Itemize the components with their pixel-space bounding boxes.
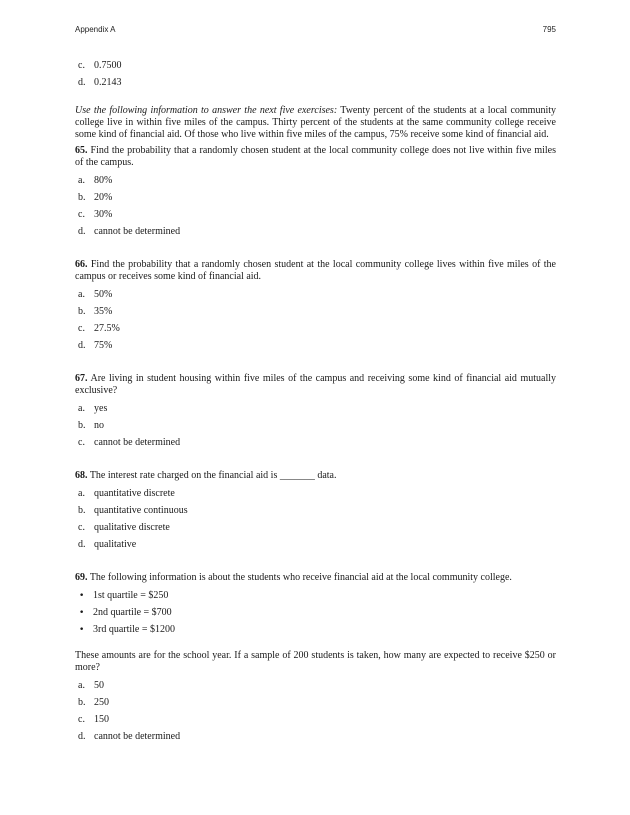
exercise-intro — [75, 105, 556, 141]
option: d. cannot be determined — [78, 226, 181, 237]
bullet-icon: • — [79, 625, 85, 635]
bullet-icon: • — [79, 608, 85, 618]
option: d. 75% — [78, 340, 113, 351]
question-text: 66. Find the probability that a randomly chosen student at the local community college lives within five miles of the campus or receives some kind of financial aid. — [75, 259, 556, 282]
question-67 — [75, 373, 556, 449]
question-text: 67. Are living in student housing within five miles of the campus and receiving some kind of financial aid mutually exclusive? — [75, 373, 556, 396]
followup-text: These amounts are for the school year. If a sample of 200 students is taken, how many are expected to receive $250 or more? — [75, 650, 556, 673]
option: b. no — [78, 420, 104, 431]
option: b. 20% — [78, 192, 113, 203]
option: d. cannot be determined — [78, 731, 181, 742]
question-65 — [75, 145, 556, 238]
question-text: 69. The following information is about the students who receive financial aid at the local community college. — [75, 572, 512, 583]
option: b. 35% — [78, 306, 113, 317]
bullet-item: • 3rd quartile = $1200 — [79, 624, 176, 635]
bullet-icon: • — [79, 591, 85, 601]
option: c. 0.7500 — [78, 60, 122, 71]
option: a. quantitative discrete — [78, 488, 175, 499]
option: c. cannot be determined — [78, 437, 181, 448]
question-text: 65. Find the probability that a randomly chosen student at the local community college does not live within five miles of the campus. — [75, 145, 556, 168]
option: c. 30% — [78, 209, 113, 220]
question-69 — [75, 572, 556, 743]
intro-italic: Use the following information to answer the next five exercises: — [75, 105, 338, 116]
previous-answer-options — [75, 60, 556, 89]
question-68 — [75, 470, 556, 551]
option: d. qualitative — [78, 539, 137, 550]
bullet-item: • 1st quartile = $250 — [79, 590, 169, 601]
bullet-item: • 2nd quartile = $700 — [79, 607, 172, 618]
option: a. 50 — [78, 680, 104, 691]
option: b. quantitative continuous — [78, 505, 188, 516]
option: b. 250 — [78, 697, 109, 708]
page-number: 795 — [542, 25, 556, 34]
page-content — [75, 60, 556, 748]
option: c. 27.5% — [78, 323, 120, 334]
option: a. 80% — [78, 175, 113, 186]
question-text: 68. The interest rate charged on the financial aid is _______ data. — [75, 470, 337, 481]
chapter-label: Appendix A — [75, 25, 116, 34]
option: a. yes — [78, 403, 108, 414]
option: c. 150 — [78, 714, 109, 725]
option: c. qualitative discrete — [78, 522, 170, 533]
option: d. 0.2143 — [78, 77, 122, 88]
intro-text: Twenty percent of the students at a local community college live in within five miles of the campus. Thirty percent of the students at the same community college receive some kind of financial aid. Of those who live within five miles of the campus, 75% receive some kind of financial aid. — [75, 105, 557, 140]
question-66 — [75, 259, 556, 352]
option: a. 50% — [78, 289, 113, 300]
